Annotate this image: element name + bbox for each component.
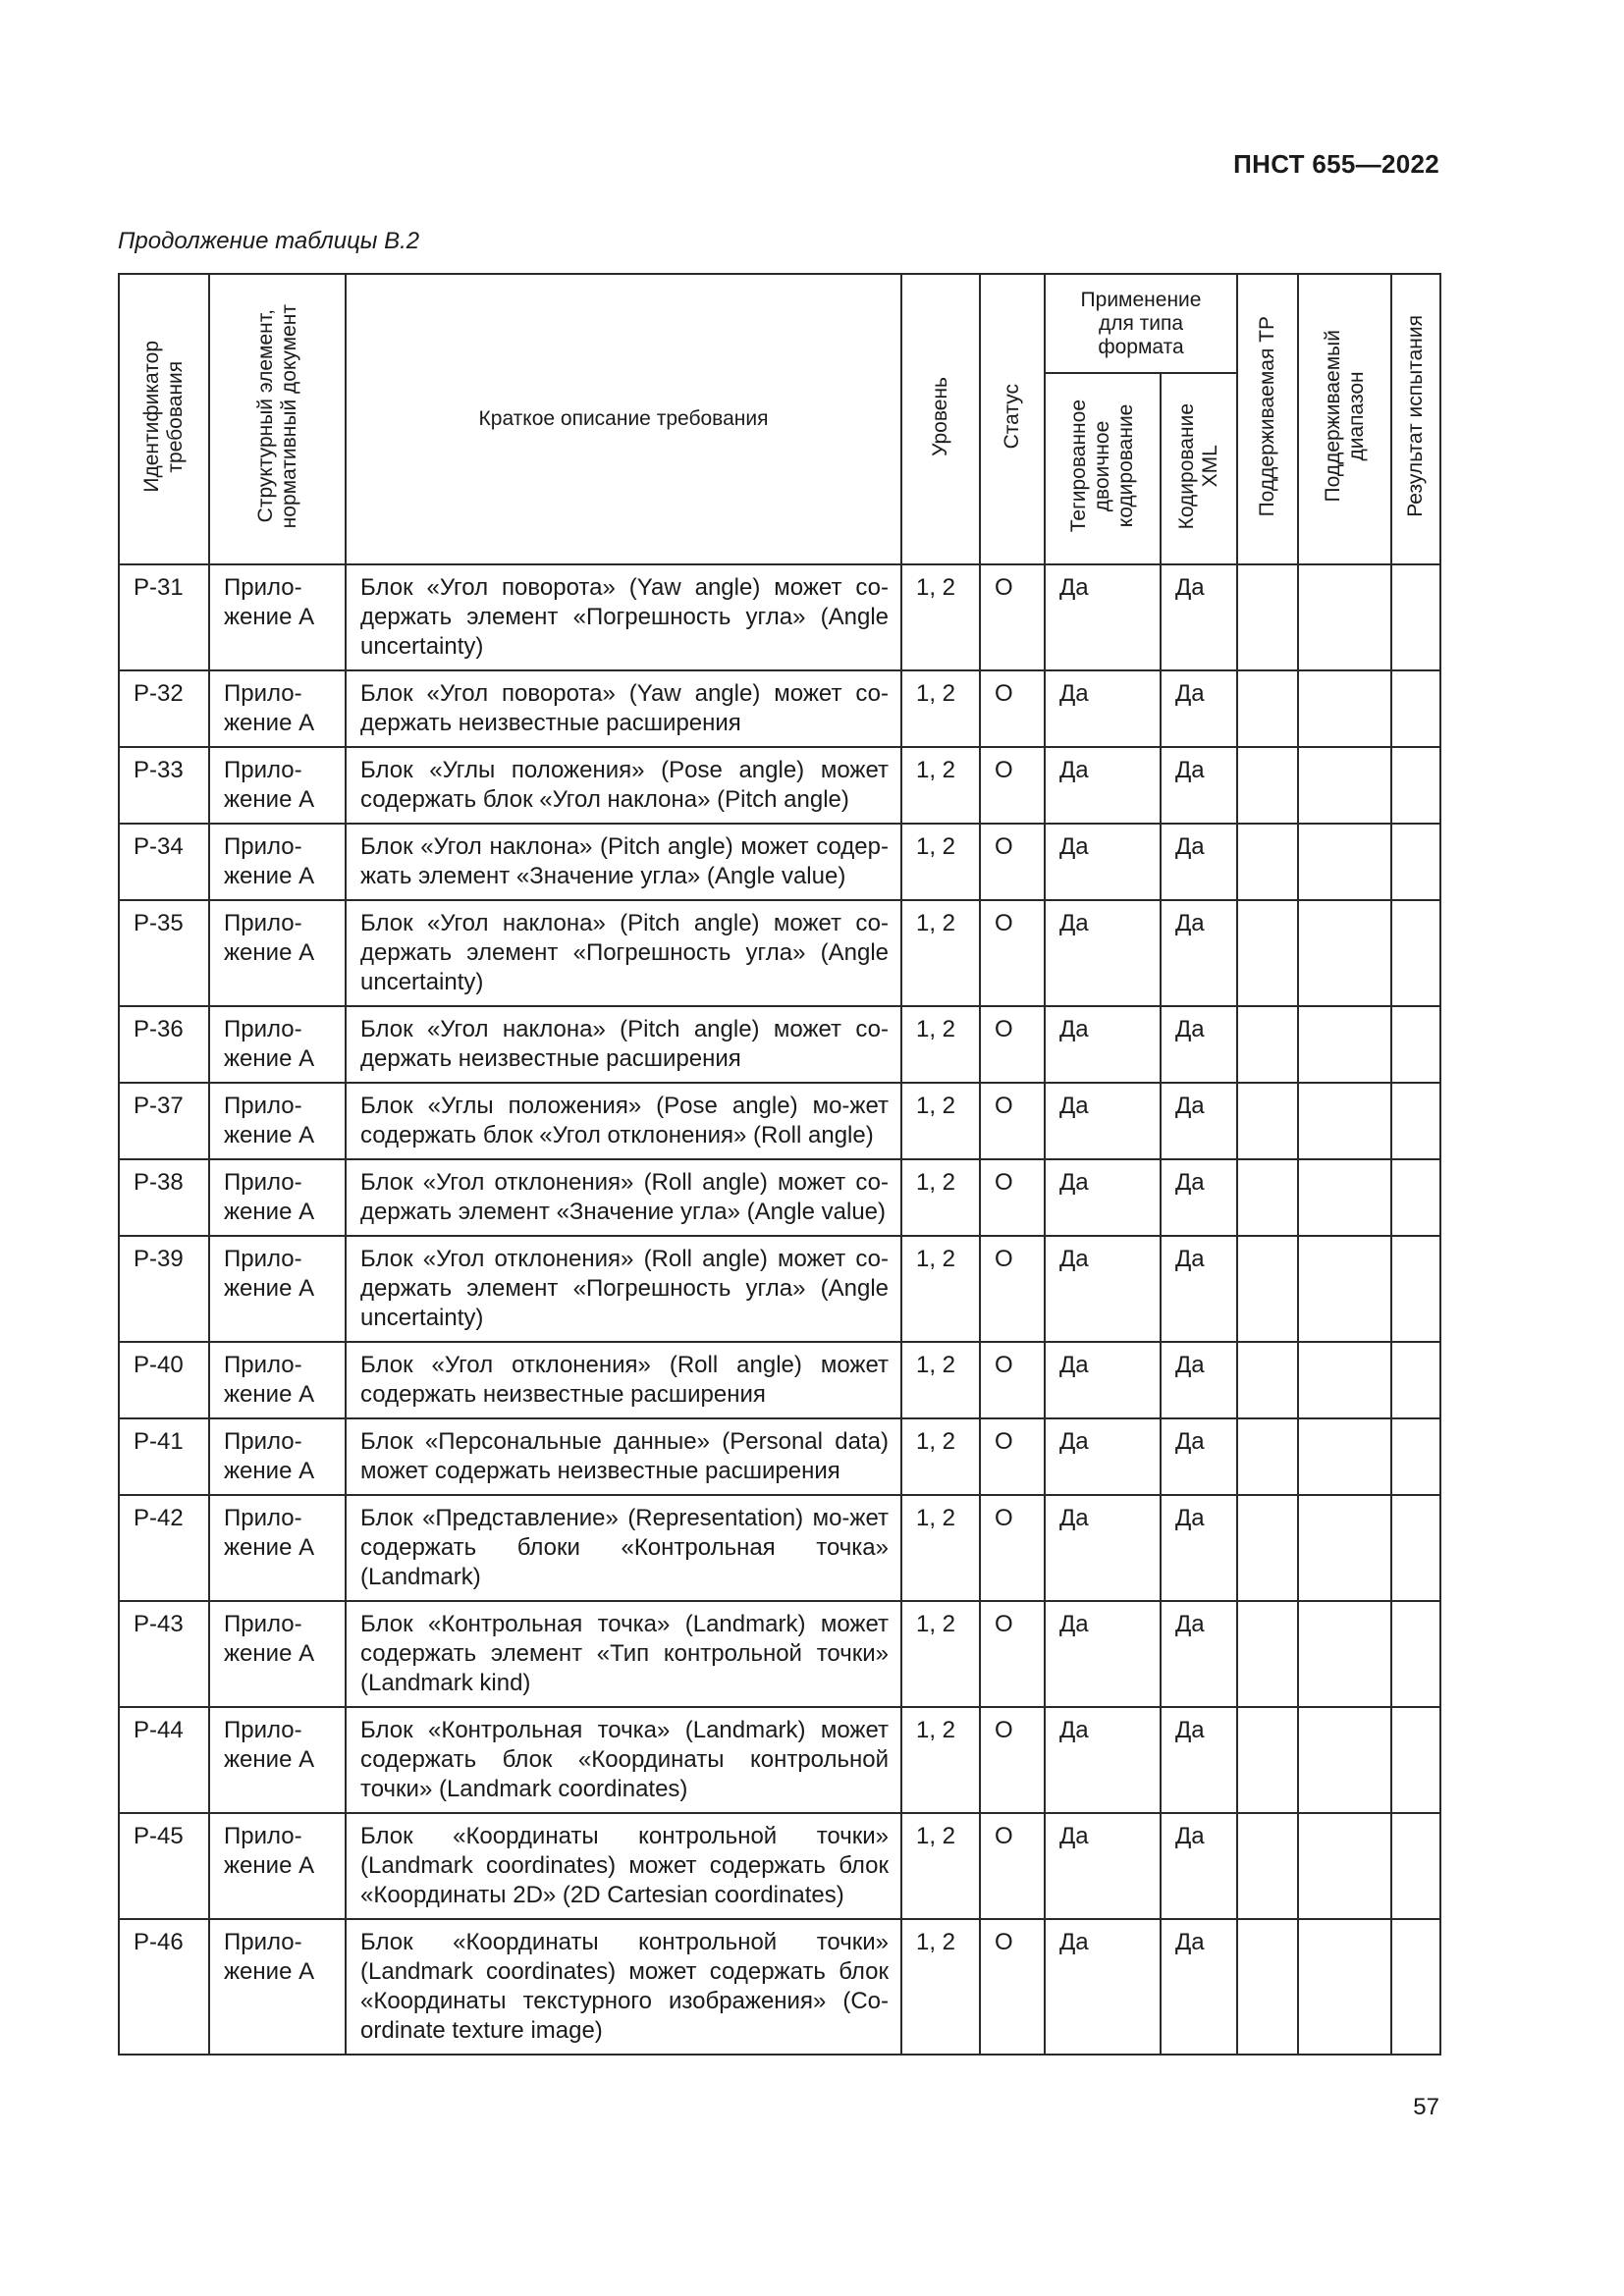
cell-id: P-33 [119,747,209,824]
cell-status: О [980,1236,1045,1342]
cell-test-result [1391,900,1440,1006]
table-caption: Продолжение таблицы В.2 [118,228,420,254]
cell-tagged-binary: Да [1045,824,1161,900]
cell-supported-range [1298,1418,1391,1495]
cell-description: Блок «Представление» (Representation) мо-жет содержать блоки «Контрольная точка» (Landmark) [346,1495,901,1601]
cell-tagged-binary: Да [1045,1418,1161,1495]
header-structural-element: Структурный элемент, нормативный документ [209,274,346,564]
cell-supported-tr [1237,1418,1298,1495]
cell-supported-range [1298,1236,1391,1342]
cell-supported-tr [1237,1601,1298,1707]
cell-supported-range [1298,1083,1391,1159]
cell-xml-encoding: Да [1161,670,1237,747]
cell-id: P-38 [119,1159,209,1236]
cell-status: О [980,900,1045,1006]
cell-structural-element: Прило- жение А [209,1159,346,1236]
cell-description: Блок «Угол наклона» (Pitch angle) может содер-жать элемент «Значение угла» (Angle value) [346,824,901,900]
cell-tagged-binary: Да [1045,1342,1161,1418]
cell-id: P-37 [119,1083,209,1159]
cell-level: 1, 2 [901,1707,980,1813]
cell-xml-encoding: Да [1161,1707,1237,1813]
table-row [119,1342,1440,1418]
cell-id: P-41 [119,1418,209,1495]
cell-supported-range [1298,1006,1391,1083]
cell-description: Блок «Угол наклона» (Pitch angle) может со-держать неизвестные расширения [346,1006,901,1083]
cell-description: Блок «Контрольная точка» (Landmark) может содержать элемент «Тип контрольной точки» (Landmark kind) [346,1601,901,1707]
cell-structural-element: Прило- жение А [209,1006,346,1083]
cell-tagged-binary: Да [1045,1919,1161,2055]
cell-supported-range [1298,1159,1391,1236]
cell-supported-tr [1237,900,1298,1006]
cell-supported-tr [1237,1919,1298,2055]
cell-structural-element: Прило- жение А [209,1418,346,1495]
cell-status: О [980,1495,1045,1601]
cell-status: О [980,824,1045,900]
cell-test-result [1391,1919,1440,2055]
cell-structural-element: Прило- жение А [209,824,346,900]
cell-supported-tr [1237,1495,1298,1601]
cell-level: 1, 2 [901,564,980,670]
cell-supported-range [1298,1919,1391,2055]
cell-supported-tr [1237,1006,1298,1083]
cell-test-result [1391,1083,1440,1159]
cell-structural-element: Прило- жение А [209,1813,346,1919]
cell-xml-encoding: Да [1161,1418,1237,1495]
cell-supported-range [1298,747,1391,824]
cell-supported-range [1298,670,1391,747]
cell-description: Блок «Углы положения» (Pose angle) может содержать блок «Угол наклона» (Pitch angle) [346,747,901,824]
cell-xml-encoding: Да [1161,1159,1237,1236]
table-row [119,1236,1440,1342]
cell-status: О [980,1707,1045,1813]
cell-level: 1, 2 [901,1006,980,1083]
cell-level: 1, 2 [901,747,980,824]
cell-level: 1, 2 [901,670,980,747]
cell-tagged-binary: Да [1045,1006,1161,1083]
cell-id: P-42 [119,1495,209,1601]
cell-supported-tr [1237,1236,1298,1342]
cell-supported-tr [1237,1159,1298,1236]
cell-status: О [980,1418,1045,1495]
table-header [119,274,1440,564]
cell-supported-range [1298,1342,1391,1418]
cell-test-result [1391,1813,1440,1919]
cell-supported-tr [1237,1813,1298,1919]
cell-structural-element: Прило- жение А [209,900,346,1006]
header-test-result: Результат испытания [1391,274,1440,564]
cell-description: Блок «Угол отклонения» (Roll angle) может со-держать элемент «Значение угла» (Angle value) [346,1159,901,1236]
table-row [119,1159,1440,1236]
cell-test-result [1391,670,1440,747]
header-status: Статус [980,274,1045,564]
table-row [119,1495,1440,1601]
cell-supported-range [1298,1601,1391,1707]
cell-tagged-binary: Да [1045,670,1161,747]
cell-id: P-32 [119,670,209,747]
table-row [119,747,1440,824]
cell-level: 1, 2 [901,1159,980,1236]
cell-id: P-31 [119,564,209,670]
cell-level: 1, 2 [901,1601,980,1707]
cell-tagged-binary: Да [1045,1495,1161,1601]
cell-id: P-45 [119,1813,209,1919]
cell-test-result [1391,824,1440,900]
cell-xml-encoding: Да [1161,1813,1237,1919]
cell-xml-encoding: Да [1161,1342,1237,1418]
cell-id: P-46 [119,1919,209,2055]
cell-test-result [1391,1495,1440,1601]
cell-xml-encoding: Да [1161,1601,1237,1707]
table-row [119,824,1440,900]
cell-status: О [980,1342,1045,1418]
document-code: ПНСТ 655—2022 [1233,149,1439,179]
cell-xml-encoding: Да [1161,1006,1237,1083]
cell-test-result [1391,1006,1440,1083]
cell-level: 1, 2 [901,900,980,1006]
cell-status: О [980,1083,1045,1159]
table-row [119,1919,1440,2055]
cell-level: 1, 2 [901,824,980,900]
cell-supported-range [1298,824,1391,900]
cell-xml-encoding: Да [1161,900,1237,1006]
cell-supported-range [1298,900,1391,1006]
table-row [119,1006,1440,1083]
cell-description: Блок «Координаты контрольной точки» (Landmark coordinates) может содержать блок «Координаты 2D» (2D Cartesian coordinates) [346,1813,901,1919]
cell-description: Блок «Угол отклонения» (Roll angle) может со-держать элемент «Погрешность угла» (Angle uncertainty) [346,1236,901,1342]
cell-id: P-44 [119,1707,209,1813]
cell-level: 1, 2 [901,1418,980,1495]
cell-structural-element: Прило- жение А [209,1236,346,1342]
cell-structural-element: Прило- жение А [209,1495,346,1601]
table-row [119,1813,1440,1919]
cell-status: О [980,670,1045,747]
cell-tagged-binary: Да [1045,1707,1161,1813]
cell-id: P-40 [119,1342,209,1418]
cell-tagged-binary: Да [1045,1601,1161,1707]
table-row [119,1418,1440,1495]
cell-structural-element: Прило- жение А [209,747,346,824]
cell-supported-range [1298,1495,1391,1601]
cell-structural-element: Прило- жение А [209,1601,346,1707]
cell-description: Блок «Углы положения» (Pose angle) мо-жет содержать блок «Угол отклонения» (Roll angle) [346,1083,901,1159]
cell-status: О [980,747,1045,824]
cell-xml-encoding: Да [1161,1236,1237,1342]
cell-xml-encoding: Да [1161,824,1237,900]
cell-supported-range [1298,1707,1391,1813]
cell-tagged-binary: Да [1045,564,1161,670]
cell-supported-range [1298,1813,1391,1919]
cell-structural-element: Прило- жение А [209,670,346,747]
cell-structural-element: Прило- жение А [209,564,346,670]
cell-supported-tr [1237,1342,1298,1418]
cell-test-result [1391,747,1440,824]
table-row [119,1083,1440,1159]
cell-supported-range [1298,564,1391,670]
table-row [119,1707,1440,1813]
cell-test-result [1391,1342,1440,1418]
cell-level: 1, 2 [901,1342,980,1418]
header-description: Краткое описание требования [346,274,901,564]
cell-level: 1, 2 [901,1813,980,1919]
cell-tagged-binary: Да [1045,1236,1161,1342]
cell-level: 1, 2 [901,1236,980,1342]
cell-tagged-binary: Да [1045,747,1161,824]
cell-supported-tr [1237,1083,1298,1159]
cell-description: Блок «Координаты контрольной точки» (Landmark coordinates) может содержать блок «Координаты текстурного изображения» (Co-ordinate texture image) [346,1919,901,2055]
cell-status: О [980,1159,1045,1236]
cell-test-result [1391,1236,1440,1342]
cell-description: Блок «Угол поворота» (Yaw angle) может со-держать неизвестные расширения [346,670,901,747]
header-supported-range: Поддерживаемый диапазон [1298,274,1391,564]
cell-tagged-binary: Да [1045,1159,1161,1236]
cell-id: P-43 [119,1601,209,1707]
cell-structural-element: Прило- жение А [209,1919,346,2055]
cell-description: Блок «Контрольная точка» (Landmark) может содержать блок «Координаты контрольной точки» (Landmark coordinates) [346,1707,901,1813]
table-row [119,1601,1440,1707]
cell-supported-tr [1237,670,1298,747]
cell-status: О [980,1813,1045,1919]
cell-status: О [980,1601,1045,1707]
table-row [119,564,1440,670]
header-supported-tr: Поддерживаемая ТР [1237,274,1298,564]
cell-id: P-35 [119,900,209,1006]
cell-supported-tr [1237,564,1298,670]
header-tagged-binary: Тегированное двоичное кодирование [1045,373,1161,564]
cell-status: О [980,564,1045,670]
table-row [119,900,1440,1006]
table-body [119,564,1440,2055]
cell-id: P-34 [119,824,209,900]
cell-level: 1, 2 [901,1495,980,1601]
cell-test-result [1391,1418,1440,1495]
cell-description: Блок «Угол наклона» (Pitch angle) может со-держать элемент «Погрешность угла» (Angle uncertainty) [346,900,901,1006]
cell-structural-element: Прило- жение А [209,1342,346,1418]
cell-status: О [980,1919,1045,2055]
cell-supported-tr [1237,1707,1298,1813]
cell-structural-element: Прило- жение А [209,1707,346,1813]
cell-xml-encoding: Да [1161,564,1237,670]
cell-description: Блок «Угол поворота» (Yaw angle) может со-держать элемент «Погрешность угла» (Angle uncertainty) [346,564,901,670]
cell-structural-element: Прило- жение А [209,1083,346,1159]
cell-xml-encoding: Да [1161,747,1237,824]
header-id: Идентификатор требования [119,274,209,564]
cell-test-result [1391,1707,1440,1813]
cell-status: О [980,1006,1045,1083]
cell-description: Блок «Персональные данные» (Personal data) может содержать неизвестные расширения [346,1418,901,1495]
cell-test-result [1391,564,1440,670]
cell-test-result [1391,1159,1440,1236]
table-row [119,670,1440,747]
cell-xml-encoding: Да [1161,1083,1237,1159]
header-format-application: Применение для типа формата [1045,274,1237,373]
cell-description: Блок «Угол отклонения» (Roll angle) может содержать неизвестные расширения [346,1342,901,1418]
cell-supported-tr [1237,824,1298,900]
cell-tagged-binary: Да [1045,900,1161,1006]
header-xml-encoding: Кодирование XML [1161,373,1237,564]
cell-tagged-binary: Да [1045,1813,1161,1919]
header-level: Уровень [901,274,980,564]
cell-level: 1, 2 [901,1919,980,2055]
requirements-table [118,273,1441,2056]
cell-xml-encoding: Да [1161,1919,1237,2055]
page-number: 57 [1413,2094,1439,2120]
cell-tagged-binary: Да [1045,1083,1161,1159]
cell-level: 1, 2 [901,1083,980,1159]
cell-xml-encoding: Да [1161,1495,1237,1601]
cell-id: P-39 [119,1236,209,1342]
cell-test-result [1391,1601,1440,1707]
cell-supported-tr [1237,747,1298,824]
cell-id: P-36 [119,1006,209,1083]
